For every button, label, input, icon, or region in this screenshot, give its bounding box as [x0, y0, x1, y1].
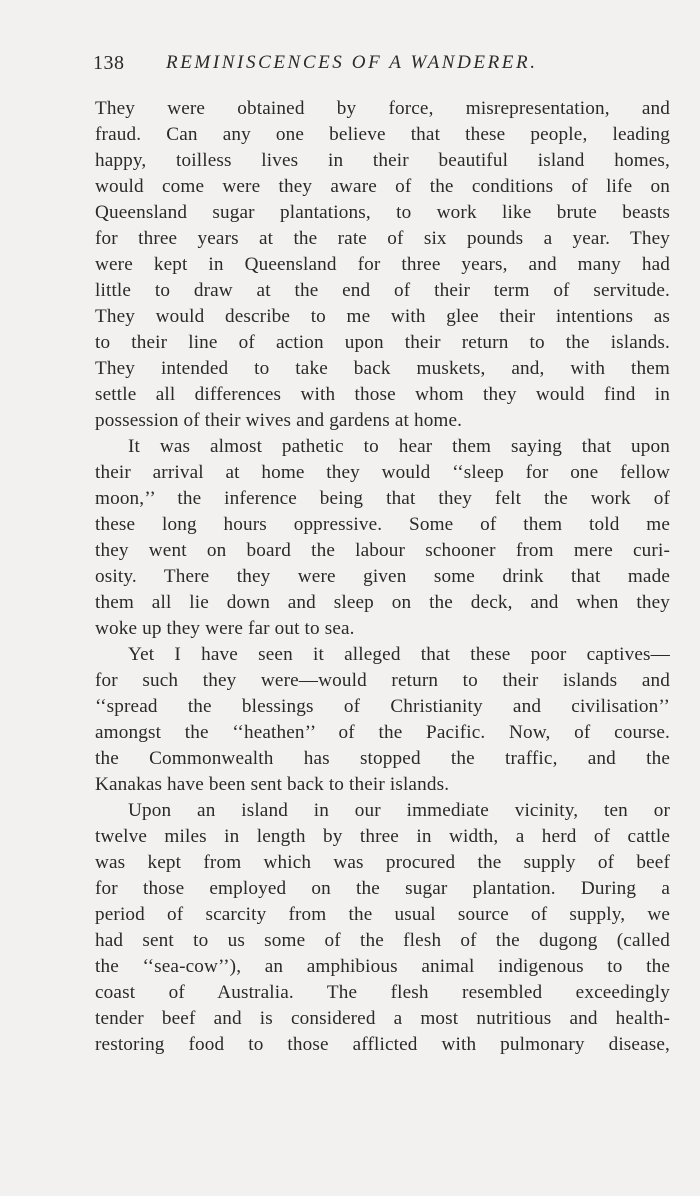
- text-line: Kanakas have been sent back to their islands.: [95, 774, 450, 795]
- text-line: happy, toilless lives in their beautiful island homes,: [95, 150, 670, 171]
- text-line: woke up they were far out to sea.: [95, 618, 355, 639]
- page-number: 138: [93, 52, 125, 74]
- text-line: possession of their wives and gardens at home.: [95, 410, 463, 431]
- text-line: for those employed on the sugar plantation. During a: [95, 878, 670, 899]
- text-line: restoring food to those afflicted with pulmonary disease,: [95, 1034, 670, 1055]
- text-line: twelve miles in length by three in width, a herd of cattle: [95, 826, 670, 847]
- text-line: for three years at the rate of six pounds a year. They: [95, 228, 670, 249]
- text-line: was kept from which was procured the supply of beef: [95, 852, 670, 873]
- text-line: they went on board the labour schooner from mere curi-: [95, 540, 670, 561]
- body-text: [95, 96, 670, 1058]
- text-line: the ‘‘sea-cow’’), an amphibious animal indigenous to the: [95, 956, 670, 977]
- page-header: [93, 52, 605, 82]
- text-line: for such they were—would return to their islands and: [95, 670, 670, 691]
- text-line: the Commonwealth has stopped the traffic, and the: [95, 748, 670, 769]
- text-line: coast of Australia. The flesh resembled exceedingly: [95, 982, 670, 1003]
- text-line: fraud. Can any one believe that these people, leading: [95, 124, 670, 145]
- text-line: amongst the ‘‘heathen’’ of the Pacific. Now, of course.: [95, 722, 670, 743]
- text-line: to their line of action upon their return to the islands.: [95, 332, 670, 353]
- text-line: ‘‘spread the blessings of Christianity and civilisation’’: [95, 696, 670, 717]
- text-line: period of scarcity from the usual source of supply, we: [95, 904, 670, 925]
- text-line: Queensland sugar plantations, to work like brute beasts: [95, 202, 670, 223]
- text-line: them all lie down and sleep on the deck, and when they: [95, 592, 670, 613]
- text-line: It was almost pathetic to hear them saying that upon: [128, 436, 670, 457]
- text-line: tender beef and is considered a most nutritious and health-: [95, 1008, 670, 1029]
- text-line: settle all differences with those whom they would find in: [95, 384, 670, 405]
- text-line: osity. There they were given some drink that made: [95, 566, 670, 587]
- text-line: They intended to take back muskets, and, with them: [95, 358, 670, 379]
- text-line: were kept in Queensland for three years, and many had: [95, 254, 670, 275]
- text-line: Upon an island in our immediate vicinity, ten or: [128, 800, 670, 821]
- text-line: They were obtained by force, misrepresentation, and: [95, 98, 670, 119]
- text-line: They would describe to me with glee their intentions as: [95, 306, 670, 327]
- running-title: REMINISCENCES OF A WANDERER.: [166, 52, 538, 73]
- text-line: little to draw at the end of their term of servitude.: [95, 280, 670, 301]
- text-line: Yet I have seen it alleged that these poor captives—: [128, 644, 670, 665]
- text-line: would come were they aware of the conditions of life on: [95, 176, 670, 197]
- text-line: moon,’’ the inference being that they felt the work of: [95, 488, 670, 509]
- text-line: had sent to us some of the flesh of the dugong (called: [95, 930, 670, 951]
- text-line: their arrival at home they would ‘‘sleep for one fellow: [95, 462, 670, 483]
- text-line: these long hours oppressive. Some of them told me: [95, 514, 670, 535]
